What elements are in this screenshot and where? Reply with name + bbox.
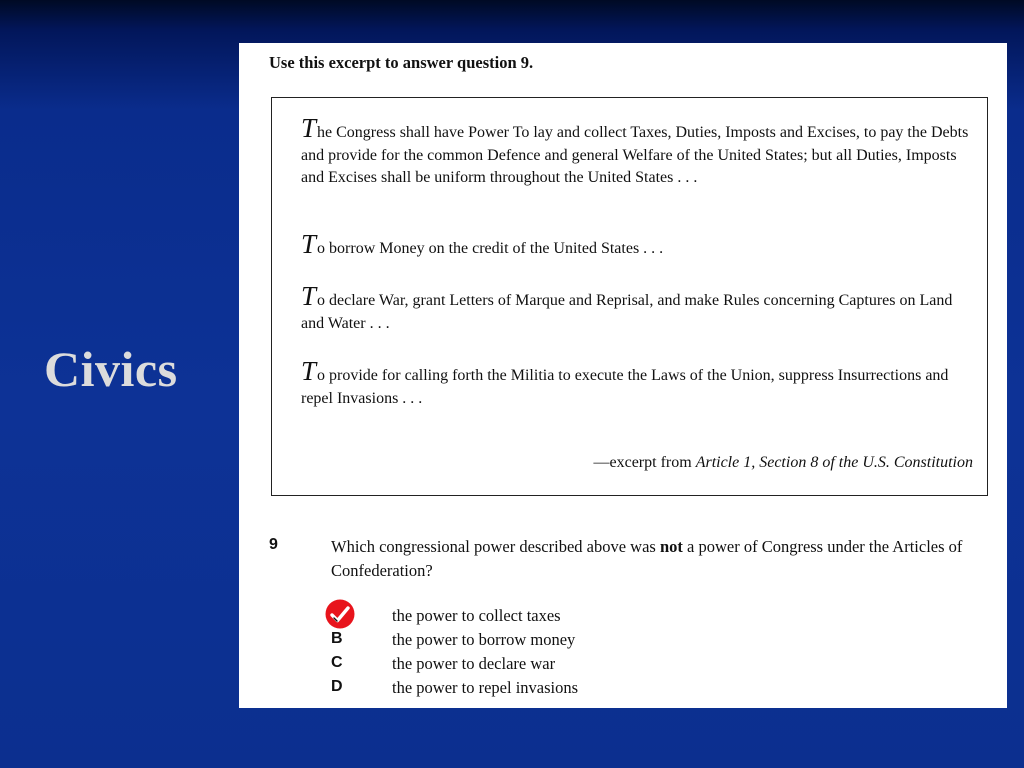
option-b[interactable]: the power to borrow money (392, 630, 576, 649)
question-text-after: a power of Congress under the Articles of Confederation? (331, 537, 963, 580)
paragraph-text: o declare War, grant Letters of Marque and Reprisal, and make Rules concerning Captures on Land and Water . . . (301, 292, 953, 332)
checkmark-icon (325, 599, 355, 629)
question-text (331, 535, 971, 583)
slide-title: Civics (44, 341, 178, 397)
option-letter-b: B (331, 630, 343, 647)
question-number: 9 (269, 536, 278, 553)
paragraph-text: o provide for calling forth the Militia to execute the Laws of the Union, suppress Insurrections and repel Invasions . . . (301, 367, 949, 407)
dropcap: T (301, 356, 317, 386)
option-a[interactable]: the power to collect taxes (392, 606, 561, 625)
paragraph-text: he Congress shall have Power To lay and collect Taxes, Duties, Imposts and Excises, to pay the Debts and provide for the common Defence and general Welfare of the United States; but all Duties, Imposts and Excises shall be uniform throughout the United States . . . (301, 124, 969, 186)
excerpt-paragraph (301, 356, 977, 410)
excerpt-box (271, 97, 988, 496)
dropcap: T (301, 281, 317, 311)
instruction-text: Use this excerpt to answer question 9. (269, 53, 534, 72)
excerpt-paragraph (301, 113, 977, 190)
option-letter-d: D (331, 678, 343, 695)
check-badge-circle (326, 600, 355, 629)
citation-source: Article 1, Section 8 of the U.S. Constitution (695, 454, 973, 471)
question-text-before: Which congressional power described above was (331, 537, 660, 556)
paragraph-text: o borrow Money on the credit of the United States . . . (317, 240, 664, 257)
question-emphasis: not (659, 537, 683, 556)
option-d[interactable]: the power to repel invasions (392, 678, 579, 697)
option-letter-c: C (331, 654, 343, 671)
option-c[interactable]: the power to declare war (392, 654, 556, 673)
citation-prefix: —excerpt from (593, 454, 696, 471)
dropcap: T (301, 229, 317, 259)
excerpt-paragraph (301, 281, 977, 335)
excerpt-paragraph (301, 229, 977, 261)
citation (594, 454, 974, 472)
dropcap: T (301, 113, 317, 143)
document-page (239, 43, 1007, 708)
